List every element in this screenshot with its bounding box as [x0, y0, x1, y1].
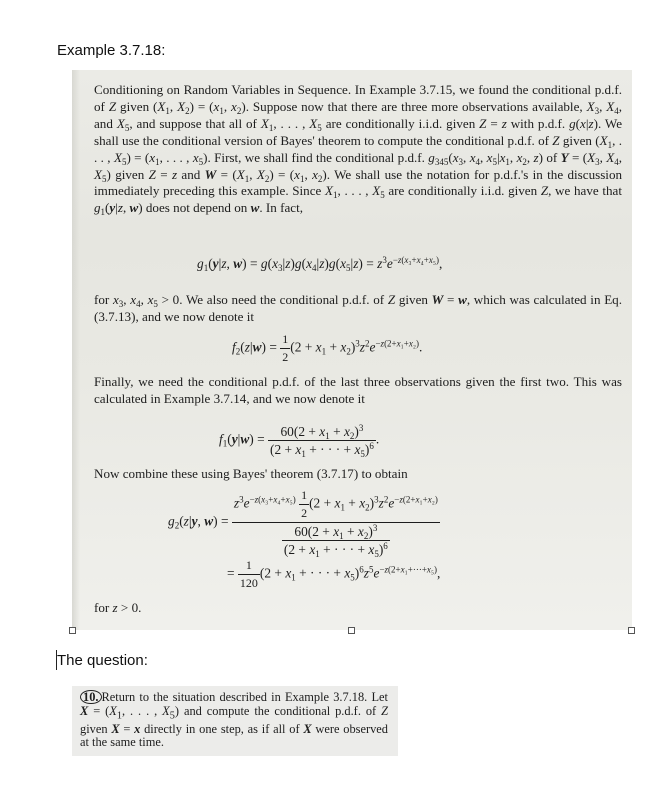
selection-handle[interactable] [348, 627, 355, 634]
selection-handle[interactable] [628, 627, 635, 634]
example-scan [72, 70, 632, 630]
question-text: 10. Return to the situation described in Example 3.7.18. Let $X = (X_1$, . . . , $X_5$) and compute the conditional p.d.f. of Z given X = x directly in one step, as if all of X were observed at the same time. [80, 690, 388, 750]
selection-handle[interactable] [69, 627, 76, 634]
example-paragraph-1: Conditioning on Random Variables in Sequence. In Example 3.7.15, we found the conditional p.d.f. of Z given ($X_1$, $X_2) = (x_1$, $x_2$). Suppose now that there are three more observations available, $X_3$, $X_4$, and $X_5$, and suppose that all of $X_1$, . . . , $X_5$ are conditionally i.i.d. given Z = z with p.d.f. g(x|z). We shall use the conditional version of Bayes' theorem to compute the conditional p.d.f. of Z given ($X_1$, . . . , $X_5) = (x_1$, . . . , $x_5$). First, we shall find the conditional p.d.f. $g_{345}(x_3$, $x_4$, $x_5|x_1$, $x_2$, z) of $Y = (X_3$, $X_4$, $X_5$) given Z = z and $W = (X_1$, $X_2) = (x_1$, $x_2$). We shall use the notation for p.d.f.'s in the discussion immediately preceding this example. Since $X_1$, . . . , $X_5$ are conditionally i.i.d. given Z, we have that $g_1(y|z$, w) does not depend on w. In fact, [94, 82, 623, 218]
equation-result: = $\frac{1}{120}$ ($2 + x_1$ + · · · + $x_5)^6z^5e^{-z(2+x_1+\cdot\cdot\cdot+x_5)}$, [227, 558, 441, 590]
example-paragraph-3: Finally, we need the conditional p.d.f. of the last three observations given the first two. This was calculated in Example 3.7.14, and we now denote it [94, 374, 622, 406]
scan-shadow [72, 70, 80, 630]
example-paragraph-5: for z > 0. [94, 600, 142, 615]
equation-f1: $f_1(y|w)$ = $\frac{60(2 + x_1 + x_2)^3}{(2 + x_1 + \cdot \cdot \cdot + x_5)^6}$ . [219, 423, 380, 459]
example-heading: Example 3.7.18: [57, 42, 166, 59]
question-scan [72, 686, 398, 756]
example-paragraph-4: Now combine these using Bayes' theorem (3.7.17) to obtain [94, 466, 408, 481]
equation-f2: $f_2(z|w)$ = $\frac{1}{2}$ $(2 + x_1 + x_2)^3z^2e^{-z(2+x_1+x_2)}$. [232, 332, 423, 364]
equation-g2: $g_2(z|y$, w) = $z^3e^{-z(x_3+x_4+x_5)}$ $\frac{1}{2}$ $(2 + x_1 + x_2)^3z^2e^{-z(2+x_1+x_2)}$ $\frac{60(2 + x_1 + x_2)^3}{(2 + x_1 + \cdot \cdot \cdot + x_5)^6}$ [168, 488, 438, 559]
question-heading: The question: [57, 652, 148, 669]
example-paragraph-2: for $x_3$, $x_4$, $x_5 > 0$. We also need the conditional p.d.f. of Z given W = w, which was calculated in Eq. (3.7.13), and we now denote it [94, 292, 623, 324]
question-number: 10. [80, 690, 102, 704]
equation-g1: $g_1(y|z$, $w) = g(x_3|z)g(x_4|z)g(x_5|z) = z^3e^{-z(x_3+x_4+x_5)}$, [197, 255, 443, 273]
